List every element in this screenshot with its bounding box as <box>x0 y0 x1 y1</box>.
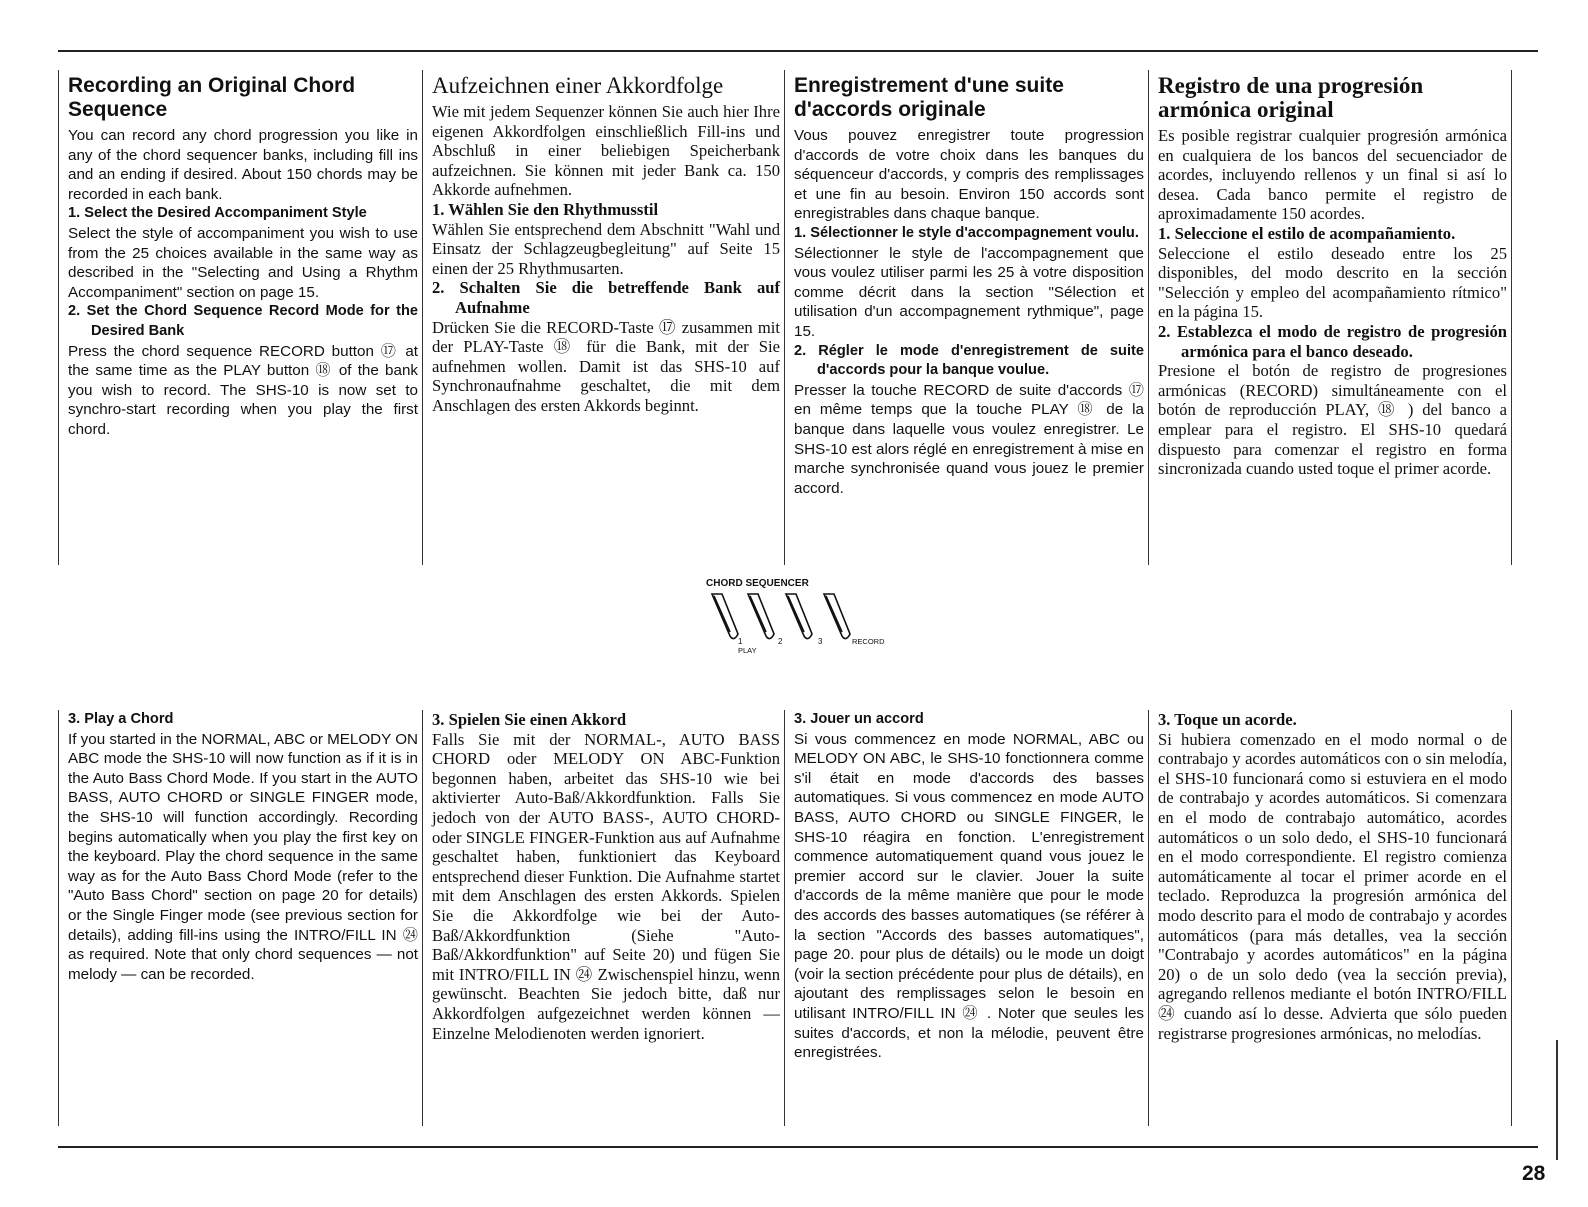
french-step3-title: 3. Jouer un accord <box>794 711 924 727</box>
german-step3-title: 3. Spielen Sie einen Akkord <box>432 710 627 729</box>
german-intro: Wie mit jedem Sequenzer können Sie auch hier Ihre eigenen Akkordfolgen einschließlich Fill-ins und Abschluß in einer beliebigen Speicherbank aufzeichnen. Sie können mit jeder Bank ca. 150 Akkorde aufnehmen. <box>432 102 780 200</box>
english-column-bottom <box>58 710 422 1126</box>
english-step1-text: Select the style of accompaniment you wish to use from the 25 choices available in the same way as described in the "Selecting and Using a Rhythm Accompaniment" section on page 15. <box>68 224 418 301</box>
german-column-bottom <box>422 710 784 1126</box>
french-step3-text: Si vous commencez en mode NORMAL, ABC ou MELODY ON ABC, le SHS-10 fonctionnera comme s'il était en mode d'accords des basses automatiques. Si vous commencez en mode AUTO BASS, AUTO CHORD ou SINGLE FINGER, le SHS-10 réagira en fonction. L'enregistrement commence automatiquement quand vous jouez le premier accord sur le clavier. Jouer la suite d'accords de la même manière que pour le mode des accords des basses automatiques (se référer à la section "Accords des basses automatiques", page 20. pour plus de détails) ou le mode un doigt (voir la section précédente pour plus de détails), en ajoutant des remplissages selon le besoin en utilisant INTRO/FILL IN ㉔ . Noter que seules les suites d'accords, et non la mélodie, peuvent être enregistrées. <box>794 730 1144 1062</box>
english-column-top <box>58 70 422 565</box>
french-intro: Vous pouvez enregistrer toute progression d'accords de votre choix dans les banques du séquenceur d'accords, y compris des remplissages et une fin au besoin. Environ 150 accords sont enregistrables dans chaque banque. <box>794 127 1144 223</box>
english-step2-text: Press the chord sequence RECORD button ⑰ at the same time as the PLAY button ⑱ of the bank you wish to record. The SHS-10 is now set to synchro-start recording when you play the first chord. <box>68 342 418 438</box>
top-rule <box>58 50 1538 52</box>
chord-sequencer-diagram <box>700 574 900 654</box>
english-intro: You can record any chord progression you like in any of the chord sequencer banks, including fill ins and an ending if desired. About 150 chords may be recorded in each bank. <box>68 127 418 203</box>
diagram-label-play: PLAY <box>738 646 757 654</box>
english-heading: Recording an Original Chord Sequence <box>68 74 356 121</box>
spanish-step1-text: Seleccione el estilo deseado entre los 25 disponibles, del modo descrito en la sección "Selección y empleo del acompañamiento rítmico" en la página 15. <box>1158 243 1507 322</box>
spanish-step3-title: 3. Toque un acorde. <box>1158 710 1297 729</box>
french-step1-text: Sélectionner le style de l'accompagnement que vous voulez utiliser parmi les 25 à votre disposition comme décrit dans la section "Sélection et utilisation d'un accompagnement rythmique", page 15. <box>794 244 1144 340</box>
spanish-step3-text: Si hubiera comenzado en el modo normal o de contrabajo y acordes automáticos con o sin melodía, el SHS-10 funcionará como si estuviera en el modo de contrabajo y acordes automáticos. Si comenzara en el modo de contrabajo automático, acordes automáticos o un solo dedo, el SHS-10 funcionará en el modo correspondiente. El registro comienza automáticamente al tocar el primer acorde en el teclado. Reproduzca la progresión armónica del modo descrito para el modo de contrabajo y acordes automáticos (para más detalles, vea la sección "Contrabajo y acordes automáticos" en la página 20) o de un solo dedo (vea la sección previa), agregando rellenos mediante el botón INTRO/FILL ㉔ cuando así lo desse. Advierta que sólo pueden registrarse progresiones armónicas, no melodías. <box>1158 729 1507 1043</box>
spanish-column-bottom <box>1148 710 1512 1126</box>
french-column-bottom <box>784 710 1148 1126</box>
spanish-heading: Registro de una progresión armónica original <box>1158 73 1424 122</box>
german-step2-text: Drücken Sie die RECORD-Taste ⑰ zusammen mit der PLAY-Taste ⑱ für die Bank, mit der Sie aufnehmen wollen. Damit ist das SHS-10 auf Synchronaufnahme geschaltet, die mit dem Anschlagen des ersten Akkords beginnt. <box>432 317 780 415</box>
diagram-title: CHORD SEQUENCER <box>706 578 809 589</box>
french-step1-title: 1. Sélectionner le style d'accompagnement voulu. <box>794 224 1139 241</box>
german-column-top <box>422 70 784 565</box>
german-step1-title: 1. Wählen Sie den Rhythmusstil <box>432 199 659 219</box>
english-step2-title: 2. Set the Chord Sequence Record Mode for the Desired Bank <box>68 303 418 339</box>
french-step2-text: Presser la touche RECORD de suite d'accords ⑰ en même temps que la touche PLAY ⑱ de la banque dans laquelle vous voulez enregistrer. Le SHS-10 est alors réglé en enregistrement à mise en marche synchronisée quand vous jouez le premier accord. <box>794 381 1144 497</box>
page-edge-mark <box>1556 1040 1558 1160</box>
french-step2-title: 2. Régler le mode d'enregistrement de suite d'accords pour la banque voulue. <box>794 342 1144 379</box>
diagram-label-2: 2 <box>778 637 783 646</box>
bottom-rule <box>58 1146 1538 1148</box>
spanish-step2-text: Presione el botón de registro de progresiones armónicas (RECORD) simultáneamente con el botón de reproducción PLAY, ⑱ ) del banco a emplear para el registro. El SHS-10 quedará dispuesto para comenzar el registro en forma sincronizada cuando usted toque el primer acorde. <box>1158 361 1507 479</box>
diagram-label-record: RECORD <box>852 637 885 646</box>
spanish-step2-title: 2. Establezca el modo de registro de progresión armónica para el banco deseado. <box>1158 321 1507 361</box>
english-step3-text: If you started in the NORMAL, ABC or MELODY ON ABC mode the SHS-10 will now function as if it is in the Auto Bass Chord Mode. If you start in the AUTO BASS, AUTO CHORD or SINGLE FINGER mode, the SHS-10 will function accordingly. Recording begins automatically when you play the first key on the keyboard. Play the chord sequence in the same way as for the Auto Bass Chord Mode (refer to the "Auto Bass Chord" section on page 20 for details) or the Single Finger mode (see previous section for details), adding fill-ins using the INTRO/FILL IN ㉔ as required. Note that only chord sequences — not melody — can be recorded. <box>68 730 419 983</box>
diagram-label-3: 3 <box>818 637 823 646</box>
french-heading: Enregistrement d'une suite d'accords originale <box>794 74 1064 121</box>
spanish-column-top <box>1148 70 1512 565</box>
german-step2-title: 2. Schalten Sie die betreffende Bank auf Aufnahme <box>432 278 780 317</box>
diagram-label-1: 1 <box>738 637 743 646</box>
english-step3-title: 3. Play a Chord <box>68 711 174 727</box>
sequencer-buttons-icon <box>712 594 850 639</box>
page-number: 28 <box>1522 1162 1546 1185</box>
spanish-intro: Es posible registrar cualquier progresión armónica en cualquiera de los bancos del secuenciador de acordes, incluyendo rellenos y un final si así lo desea. Cada banco permite el registro de aproximadamente 150 acordes. <box>1158 126 1507 224</box>
french-column-top <box>784 70 1148 565</box>
german-step3-text: Falls Sie mit der NORMAL-, AUTO BASS CHORD oder MELODY ON ABC-Funktion begonnen haben, arbeitet das SHS-10 wie bei aktivierter Auto-Baß/Akkordfunktion. Falls Sie jedoch von der AUTO BASS-, AUTO CHORD- oder SINGLE FINGER-Funktion aus auf Aufnahme geschaltet haben, funktioniert das Keyboard entsprechend dieser Funktion. Die Aufnahme startet mit dem Anschlagen des ersten Akkords. Spielen Sie die Akkordfolge wie bei der Auto-Baß/Akkordfunktion (Siehe "Auto-Baß/Akkordfunktion" auf Seite 20) und fügen Sie mit INTRO/FILL IN ㉔ Zwischenspiel hinzu, wenn gewünscht. Beachten Sie jedoch bitte, daß nur Akkordfolgen aufgezeichnet werden können — Einzelne Melodienoten werden ignoriert. <box>432 729 780 1043</box>
spanish-step1-title: 1. Seleccione el estilo de acompañamiento. <box>1158 223 1456 243</box>
german-heading: Aufzeichnen einer Akkordfolge <box>432 73 724 98</box>
english-step1-title: 1. Select the Desired Accompaniment Style <box>68 205 367 222</box>
german-step1-text: Wählen Sie entsprechend dem Abschnitt "Wahl und Einsatz der Schlagzeugbegleitung" auf Seite 15 einen der 25 Rhythmusarten. <box>432 219 780 278</box>
